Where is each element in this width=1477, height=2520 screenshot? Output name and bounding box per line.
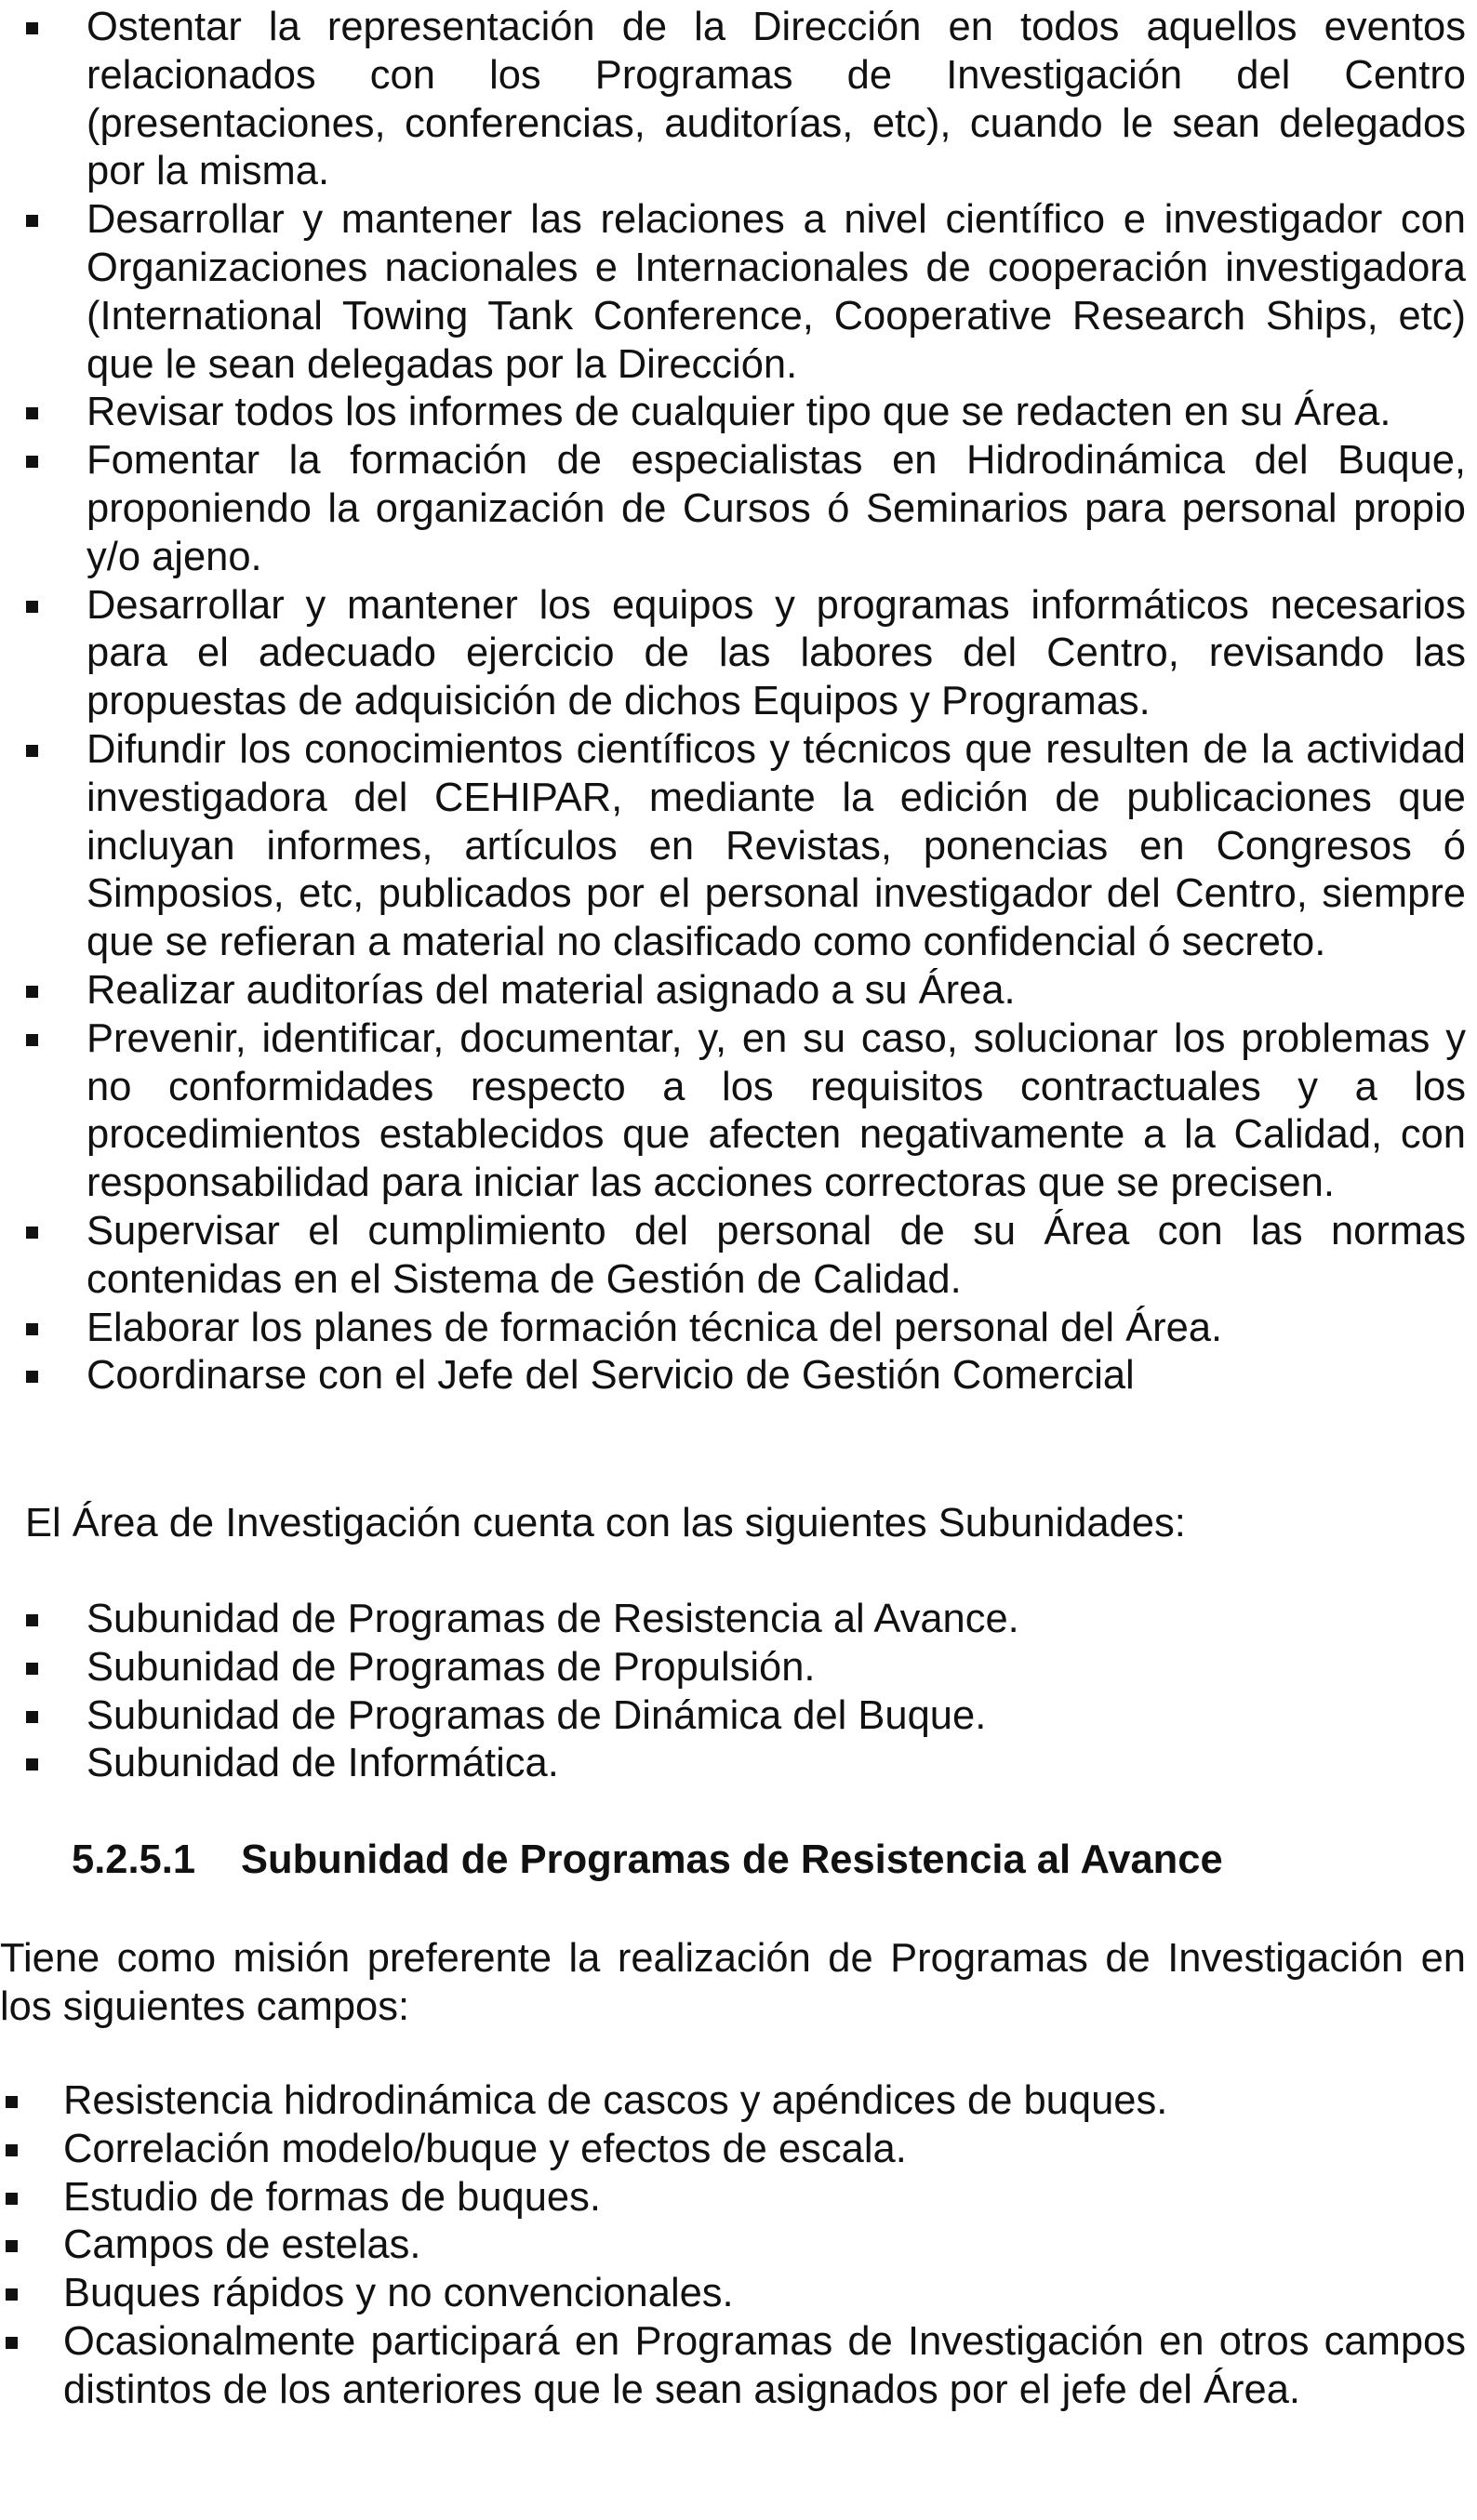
list-item xyxy=(86,726,1466,967)
list-item-text: Realizar auditorías del material asignado a su Área. xyxy=(86,967,1016,1013)
list-item-text: Prevenir, identificar, documentar, y, en su caso, solucionar los problemas y no conformidades respecto a los requisitos contractuales y a los procedimientos establecidos que afecten negativamente a la Calidad, con responsabilidad para iniciar las acciones correctoras que se precisen. xyxy=(86,1015,1466,1206)
square-bullet-icon xyxy=(6,2193,18,2205)
square-bullet-icon xyxy=(6,2288,18,2301)
list-item-text: Elaborar los planes de formación técnica del personal del Área. xyxy=(86,1305,1223,1350)
list-item xyxy=(86,1740,1466,1788)
mission-paragraph: Tiene como misión preferente la realización de Programas de Investigación en los siguientes campos: xyxy=(0,1936,1466,2029)
list-item xyxy=(86,196,1466,389)
functions-bullet-list xyxy=(86,4,1466,1400)
square-bullet-icon xyxy=(6,2144,18,2156)
list-item-text: Campos de estelas. xyxy=(63,2222,421,2268)
subunits-intro-text: El Área de Investigación cuenta con las siguientes Subunidades: xyxy=(25,1501,1186,1545)
section-heading xyxy=(72,1836,1223,1884)
list-item-text: Buques rápidos y no convencionales. xyxy=(63,2271,734,2316)
list-item-text: Subunidad de Informática. xyxy=(86,1741,559,1786)
list-item xyxy=(86,1692,1466,1741)
square-bullet-icon xyxy=(26,456,38,468)
list-item-text: Estudio de formas de buques. xyxy=(63,2174,601,2220)
square-bullet-icon xyxy=(26,601,38,613)
square-bullet-icon xyxy=(6,2337,18,2349)
list-item xyxy=(63,2077,1466,2126)
square-bullet-icon xyxy=(26,1034,38,1046)
list-item xyxy=(86,1015,1466,1208)
section-number: 5.2.5.1 xyxy=(72,1837,196,1882)
list-item-text: Correlación modelo/buque y efectos de escala. xyxy=(63,2126,907,2171)
square-bullet-icon xyxy=(26,1371,38,1383)
list-item-text: Subunidad de Programas de Propulsión. xyxy=(86,1644,816,1690)
list-item-text: Ostentar la representación de la Dirección en todos aquellos eventos relacionados con los Programas de Investigación del Centro (presentaciones, conferencias, auditorías, etc), cuando le sean delegados por la misma. xyxy=(86,5,1466,194)
square-bullet-icon xyxy=(26,1323,38,1335)
square-bullet-icon xyxy=(26,986,38,998)
square-bullet-icon xyxy=(26,22,38,34)
list-item-text: Ocasionalmente participará en Programas de Investigación en otros campos distintos de los anteriores que le sean asignados por el jefe del Área. xyxy=(63,2318,1466,2412)
square-bullet-icon xyxy=(26,745,38,757)
list-item-text: Resistencia hidrodinámica de cascos y apéndices de buques. xyxy=(63,2078,1168,2123)
list-item-text: Difundir los conocimientos científicos y técnicos que resulten de la actividad investigadora del CEHIPAR, mediante la edición de publicaciones que incluyan informes, artículos en Revistas, ponencias en Congresos ó Simposios, etc, publicados por el personal investigador del Centro, siempre que se refieran a material no clasificado como confidencial ó secreto. xyxy=(86,726,1466,965)
square-bullet-icon xyxy=(26,1227,38,1239)
list-item-text: Coordinarse con el Jefe del Servicio de Gestión Comercial xyxy=(86,1353,1135,1399)
list-item-text: Supervisar el cumplimiento del personal de su Área con las normas contenidas en el Sistema de Gestión de Calidad. xyxy=(86,1208,1466,1302)
square-bullet-icon xyxy=(26,1663,38,1675)
square-bullet-icon xyxy=(26,1614,38,1626)
list-item xyxy=(86,4,1466,196)
subunits-bullet-list xyxy=(86,1596,1466,1788)
list-item-text: Desarrollar y mantener los equipos y programas informáticos necesarios para el adecuado ejercicio de las labores del Centro, revisando las propuestas de adquisición de dichos Equipos y Programas. xyxy=(86,582,1466,724)
square-bullet-icon xyxy=(26,1711,38,1723)
list-item xyxy=(86,582,1466,726)
list-item xyxy=(63,2318,1466,2415)
square-bullet-icon xyxy=(6,2096,18,2108)
list-item xyxy=(86,967,1466,1015)
section-title: Subunidad de Programas de Resistencia al Avance xyxy=(241,1837,1223,1882)
list-item xyxy=(63,2270,1466,2318)
list-item xyxy=(86,437,1466,581)
list-item xyxy=(86,1352,1466,1400)
list-item xyxy=(63,2174,1466,2222)
list-item xyxy=(86,1596,1466,1644)
list-item xyxy=(86,1208,1466,1305)
list-item xyxy=(86,389,1466,437)
list-item-text: Desarrollar y mantener las relaciones a nivel científico e investigador con Organizaciones nacionales e Internacionales de cooperación investigadora (International Towing Tank Conference, Cooperative Research Ships, etc) que le sean delegadas por la Dirección. xyxy=(86,197,1466,387)
list-item-text: Subunidad de Programas de Dinámica del Buque. xyxy=(86,1692,987,1738)
list-item xyxy=(63,2126,1466,2174)
list-item xyxy=(63,2222,1466,2270)
list-item xyxy=(86,1644,1466,1692)
list-item-text: Revisar todos los informes de cualquier tipo que se redacten en su Área. xyxy=(86,390,1391,435)
list-item-text: Subunidad de Programas de Resistencia al Avance. xyxy=(86,1597,1019,1641)
square-bullet-icon xyxy=(26,407,38,419)
fields-bullet-list xyxy=(63,2077,1466,2415)
square-bullet-icon xyxy=(26,1758,38,1771)
list-item-text: Fomentar la formación de especialistas en Hidrodinámica del Buque, proponiendo la organización de Cursos ó Seminarios para personal propio y/o ajeno. xyxy=(86,438,1466,579)
square-bullet-icon xyxy=(26,215,38,227)
list-item xyxy=(86,1305,1466,1353)
square-bullet-icon xyxy=(6,2240,18,2252)
